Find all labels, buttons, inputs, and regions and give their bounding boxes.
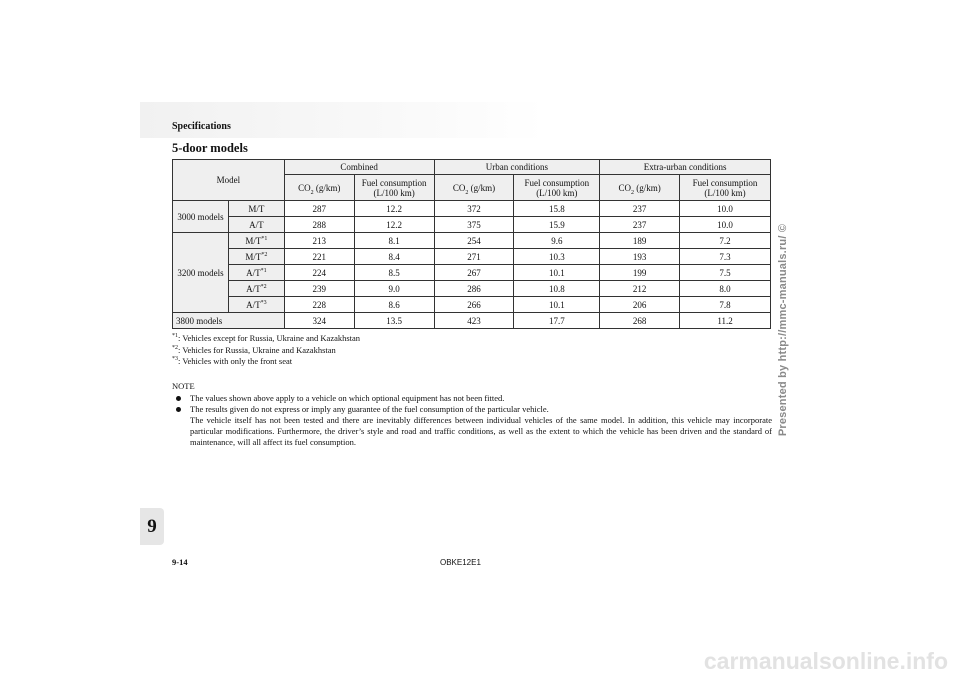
note-item [172, 404, 772, 448]
fuel-consumption-header [354, 175, 434, 201]
note-text [190, 404, 772, 448]
model-cell: 3200 models [173, 233, 229, 313]
transmission-label: A/T [246, 283, 261, 294]
co2-prefix: CO [452, 182, 466, 193]
document-code: OBKE12E1 [440, 558, 481, 567]
value-cell: 10.1 [514, 297, 600, 313]
table-row [173, 201, 771, 217]
co2-header [434, 175, 514, 201]
value-cell: 239 [284, 281, 354, 297]
value-cell: 8.1 [354, 233, 434, 249]
value-cell: 10.0 [680, 201, 771, 217]
page-number: 9-14 [172, 557, 188, 567]
value-cell: 213 [284, 233, 354, 249]
value-cell: 7.5 [680, 265, 771, 281]
value-cell: 287 [284, 201, 354, 217]
co2-prefix: CO [618, 182, 632, 193]
value-cell: 13.5 [354, 313, 434, 329]
co2-unit: (g/km) [468, 182, 496, 193]
value-cell: 10.8 [514, 281, 600, 297]
value-cell: 8.0 [680, 281, 771, 297]
footnote [172, 356, 360, 368]
model-cell: 3000 models [173, 201, 229, 233]
note-text: The values shown above apply to a vehicle on which optional equipment has not been fitted. [190, 393, 505, 403]
value-cell: 193 [600, 249, 680, 265]
footnote-mark: *1 [260, 267, 267, 274]
group-extra-urban: Extra-urban conditions [600, 160, 771, 175]
co2-unit: (g/km) [313, 182, 341, 193]
model-cell: 3800 models [173, 313, 285, 329]
fuel-unit: (L/100 km) [373, 187, 415, 198]
footnote-text: : Vehicles with only the front seat [178, 356, 293, 366]
co2-header [284, 175, 354, 201]
value-cell: 189 [600, 233, 680, 249]
table-row [173, 281, 771, 297]
co2-subscript: 2 [310, 189, 314, 196]
value-cell: 7.2 [680, 233, 771, 249]
value-cell: 10.3 [514, 249, 600, 265]
chapter-tab: 9 [140, 508, 164, 545]
page-title: 5-door models [172, 141, 248, 155]
value-cell: 8.6 [354, 297, 434, 313]
value-cell: 267 [434, 265, 514, 281]
value-cell: 237 [600, 201, 680, 217]
co2-subscript: 2 [631, 189, 635, 196]
footnote-text: : Vehicles for Russia, Ukraine and Kazakhstan [178, 344, 336, 355]
transmission-cell [228, 265, 284, 281]
value-cell: 9.6 [514, 233, 600, 249]
value-cell: 15.8 [514, 201, 600, 217]
table-row [173, 217, 771, 233]
value-cell: 324 [284, 313, 354, 329]
co2-prefix: CO [298, 182, 311, 193]
value-cell: 7.8 [680, 297, 771, 313]
footnote-mark: *2 [172, 344, 178, 351]
transmission-cell [228, 249, 284, 265]
value-cell: 372 [434, 201, 514, 217]
value-cell: 237 [600, 217, 680, 233]
note-title: NOTE [172, 381, 195, 391]
fuel-unit: (L/100 km) [704, 187, 746, 198]
bullet-icon [176, 396, 181, 401]
value-cell: 423 [434, 313, 514, 329]
footnote-text: : Vehicles except for Russia, Ukraine and Kazakhstan [178, 333, 361, 343]
transmission-label: A/T [249, 219, 264, 230]
value-cell: 206 [600, 297, 680, 313]
value-cell: 15.9 [514, 217, 600, 233]
footnote-mark: *3 [260, 299, 267, 306]
value-cell: 375 [434, 217, 514, 233]
footnote [172, 345, 360, 357]
value-cell: 8.4 [354, 249, 434, 265]
section-label: Specifications [172, 121, 231, 132]
footnote-mark: *2 [260, 283, 267, 290]
fuel-label: Fuel consumption [361, 177, 427, 188]
value-cell: 271 [434, 249, 514, 265]
fuel-consumption-header [514, 175, 600, 201]
value-cell: 8.5 [354, 265, 434, 281]
footnote-mark: *1 [172, 333, 178, 340]
group-urban: Urban conditions [434, 160, 600, 175]
value-cell: 199 [600, 265, 680, 281]
fuel-consumption-header [680, 175, 771, 201]
transmission-cell [228, 297, 284, 313]
side-watermark-text: Presented by http://mmc-manuals.ru/ © [777, 223, 789, 437]
transmission-label: M/T [245, 235, 262, 246]
transmission-cell [228, 217, 284, 233]
transmission-label: M/T [245, 251, 262, 262]
footnote [172, 333, 360, 345]
bullet-icon [176, 407, 181, 412]
value-cell: 10.0 [680, 217, 771, 233]
value-cell: 9.0 [354, 281, 434, 297]
note-text-line: The vehicle itself has not been tested and there are inevitably differences between individual vehicles of the same model. In addition, this vehicle may incorporate particular modifications. Furthermore, the driver’s style and road and traffic conditions, as well as the extent to which the vehicle has been driven and the standard of maintenance, will all affect its fuel consumption. [190, 415, 772, 447]
co2-subscript: 2 [465, 189, 469, 196]
specifications-table [172, 159, 771, 329]
value-cell: 288 [284, 217, 354, 233]
value-cell: 17.7 [514, 313, 600, 329]
co2-header [600, 175, 680, 201]
table-row [173, 313, 771, 329]
transmission-label: A/T [246, 267, 261, 278]
footnotes [172, 333, 360, 368]
note-text-line: The results given do not express or imply any guarantee of the fuel consumption of the particular vehicle. [190, 404, 549, 414]
table-row [173, 265, 771, 281]
fuel-unit: (L/100 km) [536, 187, 578, 198]
value-cell: 286 [434, 281, 514, 297]
header-band [140, 102, 545, 138]
table-row [173, 297, 771, 313]
note-box [172, 381, 772, 448]
table-row [173, 233, 771, 249]
value-cell: 12.2 [354, 217, 434, 233]
co2-unit: (g/km) [634, 182, 661, 193]
footnote-mark: *1 [261, 235, 268, 242]
transmission-cell [228, 281, 284, 297]
transmission-label: A/T [246, 299, 261, 310]
footer-watermark: carmanualsonline.info [703, 648, 948, 674]
value-cell: 266 [434, 297, 514, 313]
transmission-cell [228, 233, 284, 249]
fuel-label: Fuel consumption [692, 177, 758, 188]
value-cell: 228 [284, 297, 354, 313]
value-cell: 268 [600, 313, 680, 329]
value-cell: 254 [434, 233, 514, 249]
value-cell: 11.2 [680, 313, 771, 329]
value-cell: 12.2 [354, 201, 434, 217]
value-cell: 212 [600, 281, 680, 297]
value-cell: 10.1 [514, 265, 600, 281]
note-item [172, 393, 772, 404]
fuel-label: Fuel consumption [524, 177, 590, 188]
model-header: Model [173, 160, 285, 201]
value-cell: 7.3 [680, 249, 771, 265]
value-cell: 221 [284, 249, 354, 265]
footnote-mark: *3 [172, 356, 178, 363]
footnote-mark: *2 [261, 251, 268, 258]
value-cell: 224 [284, 265, 354, 281]
transmission-label: M/T [248, 203, 265, 214]
table-row [173, 249, 771, 265]
group-combined: Combined [284, 160, 434, 175]
transmission-cell [228, 201, 284, 217]
